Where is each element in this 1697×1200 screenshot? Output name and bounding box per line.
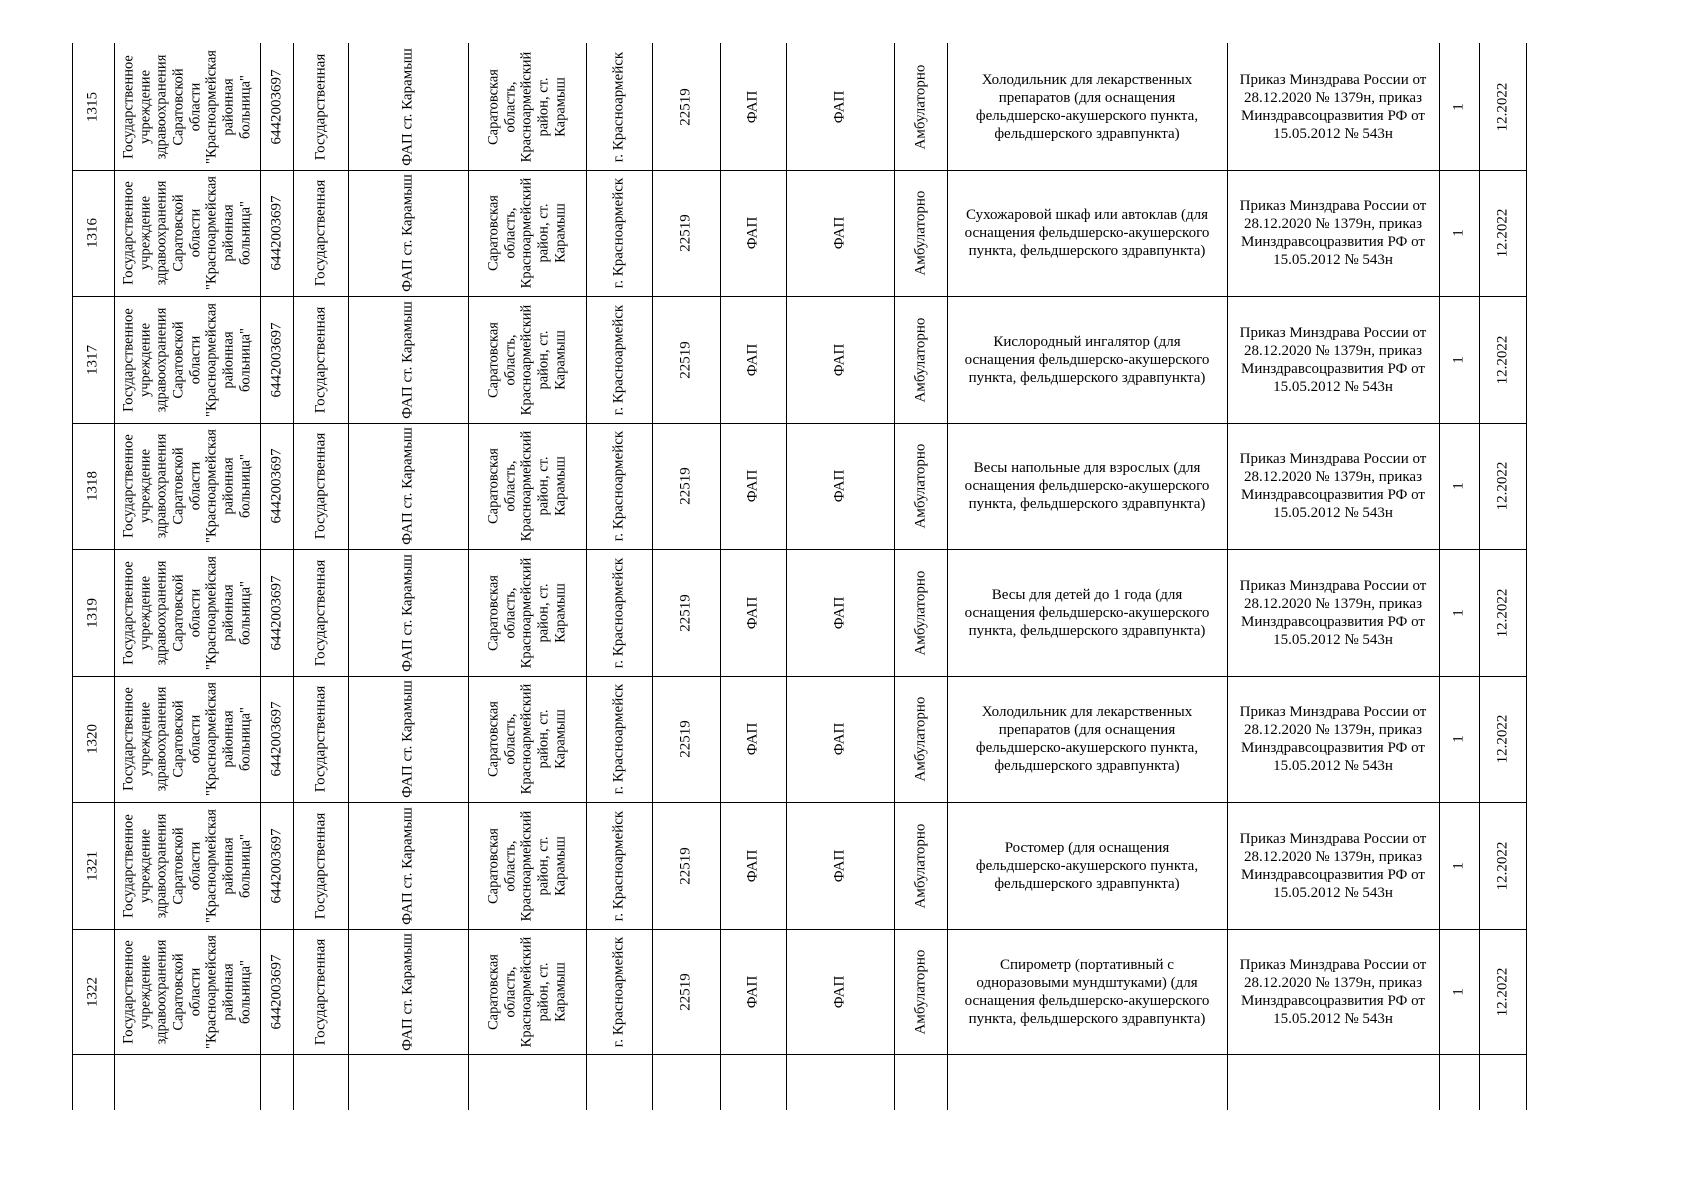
care-form: Амбулаторно — [911, 570, 928, 655]
equipment-item: Холодильник для лекарственных препаратов (для оснащения фельдшерско-акушерского пункта, фельдшерского здравпункта) — [975, 704, 1199, 774]
row-number-cell — [72, 549, 114, 676]
quantity-cell — [1439, 676, 1479, 802]
organization-name-cell — [114, 170, 260, 296]
unit-subtype: ФАП — [831, 722, 848, 756]
settlement-code-cell — [652, 423, 720, 549]
city-name: г. Красноармейск — [610, 557, 627, 668]
table-row — [72, 549, 1527, 676]
equipment-item: Спирометр (портативный с одноразовыми мундштуками) (для оснащения фельдшерско-акушерского пункта, фельдшерского здравпункта) — [964, 957, 1210, 1027]
quantity-cell — [1439, 802, 1479, 929]
city-name: г. Красноармейск — [610, 810, 627, 921]
ownership-type-cell — [293, 43, 348, 170]
ownership-type: Государственная — [311, 432, 328, 540]
unit-subtype: ФАП — [831, 343, 848, 376]
unit-type: ФАП — [744, 343, 761, 376]
facility-address: Саратовская область, Красноармейский район, ст. Карамыш — [485, 683, 569, 795]
care-form: Амбулаторно — [911, 823, 928, 908]
row-number: 1321 — [84, 850, 101, 881]
facility-name: ФАП ст. Карамыш — [399, 47, 416, 166]
legal-basis: Приказ Минздрава России от 28.12.2020 № 1379н, приказ Минздравсоцразвития РФ от 15.05.2012 № 543н — [1239, 577, 1427, 648]
inn-number-cell — [260, 929, 293, 1055]
facility-address-cell — [468, 802, 586, 929]
city-name: г. Красноармейск — [610, 430, 627, 542]
delivery-date: 12.2022 — [1494, 714, 1511, 764]
inn-number: 6442003697 — [267, 448, 284, 524]
equipment-item-cell — [947, 549, 1227, 676]
delivery-date: 12.2022 — [1494, 461, 1511, 511]
facility-address: Саратовская область, Красноармейский район, ст. Карамыш — [485, 177, 569, 289]
settlement-code-cell — [652, 929, 720, 1055]
organization-name-cell — [114, 802, 260, 929]
ownership-type-cell — [293, 170, 348, 296]
unit-type: ФАП — [744, 975, 761, 1009]
ownership-type-cell — [293, 296, 348, 423]
care-form: Амбулаторно — [911, 190, 928, 276]
unit-subtype: ФАП — [831, 90, 848, 123]
equipment-item: Весы напольные для взрослых (для оснащения фельдшерско-акушерского пункта, фельдшерского здравпункта) — [964, 460, 1210, 512]
delivery-date: 12.2022 — [1494, 82, 1511, 131]
unit-type-cell — [720, 423, 786, 549]
city-name-cell — [586, 676, 652, 802]
organization-name-cell — [114, 929, 260, 1055]
facility-name: ФАП ст. Карамыш — [399, 174, 416, 292]
quantity: 1 — [1450, 355, 1467, 364]
inn-number-cell — [260, 676, 293, 802]
facility-name-cell — [348, 802, 468, 929]
unit-type-cell — [720, 170, 786, 296]
ownership-type: Государственная — [311, 938, 328, 1046]
unit-subtype-cell — [786, 802, 894, 929]
equipment-item-cell — [947, 802, 1227, 929]
care-form: Амбулаторно — [911, 443, 928, 529]
unit-type-cell — [720, 43, 786, 170]
inn-number-cell — [260, 43, 293, 170]
organization-name: Государственное учреждение здравоохранения Саратовской области "Красноармейская районная больница" — [120, 935, 254, 1049]
table-row — [72, 43, 1527, 170]
inn-number-cell — [260, 170, 293, 296]
legal-basis-cell — [1227, 170, 1439, 296]
settlement-code: 22519 — [677, 467, 694, 505]
ownership-type-cell — [293, 802, 348, 929]
delivery-date-cell — [1479, 43, 1527, 170]
quantity-cell — [1439, 549, 1479, 676]
settlement-code-cell — [652, 802, 720, 929]
facility-name: ФАП ст. Карамыш — [399, 933, 416, 1051]
organization-name-cell — [114, 549, 260, 676]
organization-name: Государственное учреждение здравоохранения Саратовской области "Красноармейская районная больница" — [120, 49, 254, 164]
facility-address: Саратовская область, Красноармейский район, ст. Карамыш — [485, 430, 569, 542]
unit-subtype-cell — [786, 43, 894, 170]
settlement-code: 22519 — [677, 87, 694, 126]
care-form-cell — [894, 802, 947, 929]
legal-basis-cell — [1227, 676, 1439, 802]
quantity: 1 — [1450, 229, 1467, 237]
ownership-type-cell — [293, 929, 348, 1055]
ownership-type: Государственная — [311, 812, 328, 919]
care-form-cell — [894, 676, 947, 802]
city-name-cell — [586, 170, 652, 296]
table-row — [72, 929, 1527, 1055]
legal-basis: Приказ Минздрава России от 28.12.2020 № 1379н, приказ Минздравсоцразвития РФ от 15.05.2012 № 543н — [1239, 451, 1427, 521]
ownership-type-cell — [293, 549, 348, 676]
facility-name: ФАП ст. Карамыш — [399, 427, 416, 545]
delivery-date-cell — [1479, 549, 1527, 676]
row-number: 1319 — [84, 597, 101, 628]
facility-name-cell — [348, 296, 468, 423]
table-row — [72, 802, 1527, 929]
unit-subtype-cell — [786, 170, 894, 296]
ownership-type: Государственная — [311, 685, 328, 793]
facility-address: Саратовская область, Красноармейский район, ст. Карамыш — [485, 936, 569, 1048]
quantity: 1 — [1450, 608, 1467, 617]
delivery-date: 12.2022 — [1494, 967, 1511, 1017]
facility-address: Саратовская область, Красноармейский район, ст. Карамыш — [485, 304, 569, 415]
settlement-code: 22519 — [677, 846, 694, 885]
unit-subtype: ФАП — [831, 596, 848, 629]
facility-name-cell — [348, 170, 468, 296]
facility-name: ФАП ст. Карамыш — [399, 553, 416, 672]
ownership-type: Государственная — [311, 306, 328, 413]
city-name-cell — [586, 802, 652, 929]
unit-subtype: ФАП — [831, 216, 848, 250]
row-number-cell — [72, 170, 114, 296]
row-number: 1316 — [84, 218, 101, 248]
facility-address-cell — [468, 43, 586, 170]
care-form: Амбулаторно — [911, 696, 928, 782]
legal-basis-cell — [1227, 423, 1439, 549]
settlement-code-cell — [652, 43, 720, 170]
legal-basis: Приказ Минздрава России от 28.12.2020 № 1379н, приказ Минздравсоцразвития РФ от 15.05.2012 № 543н — [1239, 704, 1427, 774]
care-form-cell — [894, 549, 947, 676]
row-number: 1318 — [84, 471, 101, 501]
organization-name: Государственное учреждение здравоохранения Саратовской области "Красноармейская районная больница" — [120, 682, 254, 796]
facility-name: ФАП ст. Карамыш — [399, 680, 416, 798]
equipment-item-cell — [947, 676, 1227, 802]
facility-name-cell — [348, 929, 468, 1055]
legal-basis-cell — [1227, 296, 1439, 423]
organization-name-cell — [114, 676, 260, 802]
settlement-code-cell — [652, 296, 720, 423]
care-form-cell — [894, 423, 947, 549]
legal-basis-cell — [1227, 43, 1439, 170]
settlement-code: 22519 — [677, 340, 694, 379]
facility-address: Саратовская область, Красноармейский район, ст. Карамыш — [485, 51, 569, 162]
organization-name: Государственное учреждение здравоохранения Саратовской области "Красноармейская районная больница" — [120, 302, 254, 417]
legal-basis: Приказ Минздрава России от 28.12.2020 № 1379н, приказ Минздравсоцразвития РФ от 15.05.2012 № 543н — [1239, 198, 1427, 268]
row-number-cell — [72, 929, 114, 1055]
quantity-cell — [1439, 929, 1479, 1055]
equipment-table — [72, 43, 1527, 1110]
care-form-cell — [894, 43, 947, 170]
row-number: 1320 — [84, 724, 101, 754]
quantity: 1 — [1450, 735, 1467, 743]
unit-type: ФАП — [744, 90, 761, 123]
settlement-code-cell — [652, 676, 720, 802]
delivery-date-cell — [1479, 423, 1527, 549]
legal-basis: Приказ Минздрава России от 28.12.2020 № 1379н, приказ Минздравсоцразвития РФ от 15.05.2012 № 543н — [1239, 71, 1427, 142]
equipment-item: Кислородный ингалятор (для оснащения фельдшерско-акушерского пункта, фельдшерского здравпункта) — [964, 333, 1210, 386]
organization-name-cell — [114, 43, 260, 170]
inn-number-cell — [260, 423, 293, 549]
unit-subtype-cell — [786, 676, 894, 802]
facility-address-cell — [468, 423, 586, 549]
organization-name-cell — [114, 423, 260, 549]
quantity-cell — [1439, 170, 1479, 296]
organization-name: Государственное учреждение здравоохранения Саратовской области "Красноармейская районная больница" — [120, 429, 254, 543]
delivery-date-cell — [1479, 296, 1527, 423]
facility-address: Саратовская область, Красноармейский район, ст. Карамыш — [485, 810, 569, 921]
inn-number-cell — [260, 802, 293, 929]
quantity-cell — [1439, 296, 1479, 423]
quantity: 1 — [1450, 861, 1467, 870]
unit-type: ФАП — [744, 849, 761, 882]
delivery-date: 12.2022 — [1494, 588, 1511, 637]
unit-type: ФАП — [744, 722, 761, 756]
equipment-item-cell — [947, 296, 1227, 423]
facility-name-cell — [348, 549, 468, 676]
equipment-item-cell — [947, 929, 1227, 1055]
settlement-code: 22519 — [677, 593, 694, 632]
row-number-cell — [72, 423, 114, 549]
inn-number-cell — [260, 549, 293, 676]
settlement-code-cell — [652, 170, 720, 296]
city-name: г. Красноармейск — [610, 936, 627, 1048]
unit-subtype-cell — [786, 423, 894, 549]
delivery-date: 12.2022 — [1494, 841, 1511, 890]
organization-name: Государственное учреждение здравоохранения Саратовской области "Красноармейская районная больница" — [120, 555, 254, 670]
unit-type-cell — [720, 549, 786, 676]
ownership-type-cell — [293, 423, 348, 549]
facility-address-cell — [468, 929, 586, 1055]
table-row — [72, 296, 1527, 423]
equipment-item-cell — [947, 423, 1227, 549]
inn-number: 6442003697 — [267, 575, 284, 650]
inn-number-cell — [260, 296, 293, 423]
settlement-code-cell — [652, 549, 720, 676]
inn-number: 6442003697 — [267, 322, 284, 397]
care-form: Амбулаторно — [911, 64, 928, 149]
equipment-item-cell — [947, 170, 1227, 296]
city-name: г. Красноармейск — [610, 177, 627, 289]
row-number-cell — [72, 43, 114, 170]
organization-name: Государственное учреждение здравоохранения Саратовской области "Красноармейская районная больница" — [120, 808, 254, 923]
inn-number: 6442003697 — [267, 69, 284, 144]
table-row — [72, 170, 1527, 296]
facility-address-cell — [468, 170, 586, 296]
row-number-cell — [72, 296, 114, 423]
city-name-cell — [586, 423, 652, 549]
unit-subtype-cell — [786, 929, 894, 1055]
facility-name-cell — [348, 423, 468, 549]
facility-address-cell — [468, 676, 586, 802]
unit-subtype: ФАП — [831, 849, 848, 882]
care-form-cell — [894, 296, 947, 423]
quantity-cell — [1439, 43, 1479, 170]
delivery-date-cell — [1479, 170, 1527, 296]
inn-number: 6442003697 — [267, 195, 284, 271]
city-name-cell — [586, 296, 652, 423]
legal-basis-cell — [1227, 929, 1439, 1055]
delivery-date: 12.2022 — [1494, 208, 1511, 258]
care-form-cell — [894, 170, 947, 296]
delivery-date: 12.2022 — [1494, 335, 1511, 384]
unit-subtype-cell — [786, 296, 894, 423]
city-name: г. Красноармейск — [610, 683, 627, 795]
quantity: 1 — [1450, 988, 1467, 996]
row-number: 1315 — [84, 91, 101, 122]
legal-basis-cell — [1227, 802, 1439, 929]
inn-number: 6442003697 — [267, 701, 284, 777]
ownership-type: Государственная — [311, 53, 328, 160]
facility-name-cell — [348, 43, 468, 170]
city-name-cell — [586, 549, 652, 676]
ownership-type: Государственная — [311, 559, 328, 666]
delivery-date-cell — [1479, 802, 1527, 929]
facility-name: ФАП ст. Карамыш — [399, 300, 416, 419]
quantity: 1 — [1450, 482, 1467, 490]
facility-address-cell — [468, 549, 586, 676]
unit-type: ФАП — [744, 596, 761, 629]
quantity: 1 — [1450, 102, 1467, 111]
city-name-cell — [586, 43, 652, 170]
facility-address-cell — [468, 296, 586, 423]
unit-type-cell — [720, 929, 786, 1055]
facility-name: ФАП ст. Карамыш — [399, 806, 416, 925]
care-form: Амбулаторно — [911, 317, 928, 402]
unit-type-cell — [720, 296, 786, 423]
equipment-item: Весы для детей до 1 года (для оснащения фельдшерско-акушерского пункта, фельдшерского здравпункта) — [964, 586, 1210, 639]
care-form: Амбулаторно — [911, 949, 928, 1035]
settlement-code: 22519 — [677, 720, 694, 758]
organization-name-cell — [114, 296, 260, 423]
row-number-cell — [72, 676, 114, 802]
ownership-type: Государственная — [311, 179, 328, 287]
unit-subtype-cell — [786, 549, 894, 676]
quantity-cell — [1439, 423, 1479, 549]
equipment-item: Холодильник для лекарственных препаратов (для оснащения фельдшерско-акушерского пункта, фельдшерского здравпункта) — [975, 71, 1199, 142]
unit-type-cell — [720, 802, 786, 929]
settlement-code: 22519 — [677, 973, 694, 1011]
legal-basis-cell — [1227, 549, 1439, 676]
unit-subtype: ФАП — [831, 469, 848, 503]
unit-type: ФАП — [744, 216, 761, 250]
unit-subtype: ФАП — [831, 975, 848, 1009]
table-row — [72, 676, 1527, 802]
inn-number: 6442003697 — [267, 954, 284, 1030]
equipment-item: Сухожаровой шкаф или автоклав (для оснащения фельдшерско-акушерского пункта, фельдшерского здравпункта) — [964, 207, 1210, 259]
care-form-cell — [894, 929, 947, 1055]
legal-basis: Приказ Минздрава России от 28.12.2020 № 1379н, приказ Минздравсоцразвития РФ от 15.05.2012 № 543н — [1239, 324, 1427, 395]
legal-basis: Приказ Минздрава России от 28.12.2020 № 1379н, приказ Минздравсоцразвития РФ от 15.05.2012 № 543н — [1239, 957, 1427, 1027]
row-number: 1322 — [84, 977, 101, 1007]
unit-type: ФАП — [744, 469, 761, 503]
inn-number: 6442003697 — [267, 828, 284, 903]
city-name: г. Красноармейск — [610, 304, 627, 415]
delivery-date-cell — [1479, 929, 1527, 1055]
ownership-type-cell — [293, 676, 348, 802]
delivery-date-cell — [1479, 676, 1527, 802]
city-name-cell — [586, 929, 652, 1055]
row-number: 1317 — [84, 344, 101, 375]
settlement-code: 22519 — [677, 214, 694, 252]
table-row — [72, 423, 1527, 549]
row-number-cell — [72, 802, 114, 929]
facility-address: Саратовская область, Красноармейский район, ст. Карамыш — [485, 557, 569, 668]
facility-name-cell — [348, 676, 468, 802]
legal-basis: Приказ Минздрава России от 28.12.2020 № 1379н, приказ Минздравсоцразвития РФ от 15.05.2012 № 543н — [1239, 830, 1427, 901]
city-name: г. Красноармейск — [610, 51, 627, 162]
equipment-item: Ростомер (для оснащения фельдшерско-акушерского пункта, фельдшерского здравпункта) — [975, 839, 1199, 892]
unit-type-cell — [720, 676, 786, 802]
equipment-item-cell — [947, 43, 1227, 170]
organization-name: Государственное учреждение здравоохранения Саратовской области "Красноармейская районная больница" — [120, 176, 254, 290]
